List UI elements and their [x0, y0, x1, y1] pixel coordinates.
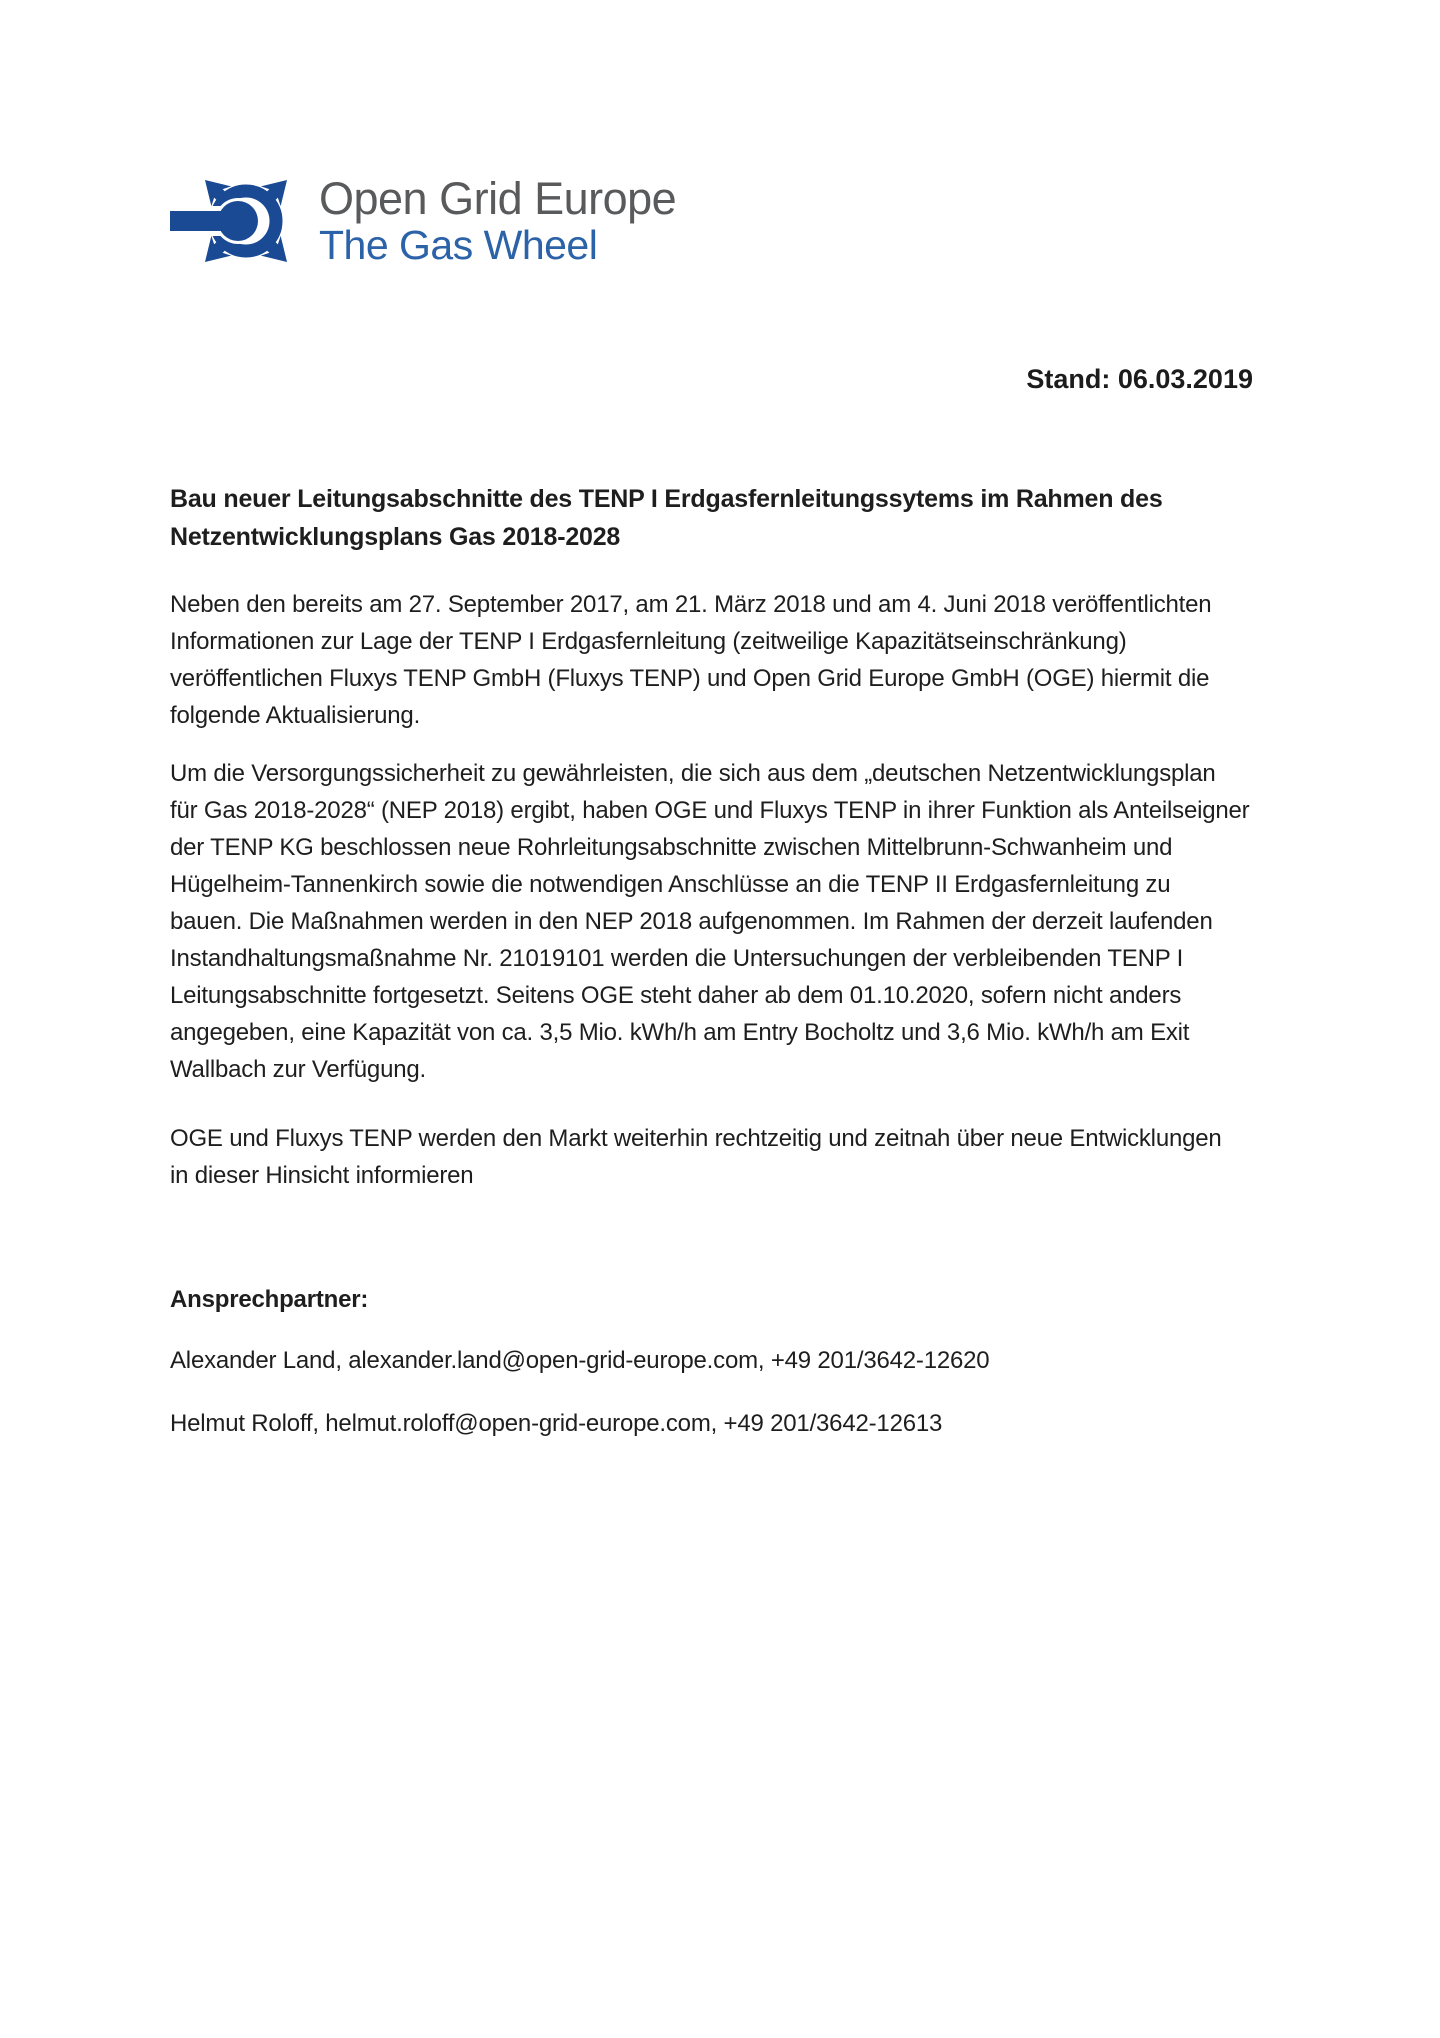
brand-tagline: The Gas Wheel [319, 222, 598, 269]
company-logo [170, 170, 676, 272]
document-title: Bau neuer Leitungsabschnitte des TENP I Erdgasfernleitungssytems im Rahmen des Netzentwicklungsplans Gas 2018-2028 [170, 485, 1163, 551]
logo-text [319, 172, 677, 269]
contact-entry: Helmut Roloff, helmut.roloff@open-grid-europe.com, +49 201/3642-12613 [170, 1410, 943, 1437]
stand-date: Stand: 06.03.2019 [1026, 364, 1253, 394]
contacts-heading: Ansprechpartner: [170, 1286, 369, 1313]
gas-wheel-icon [170, 170, 312, 272]
paragraph-main: Um die Versorgungssicherheit zu gewährleisten, die sich aus dem „deutschen Netzentwicklungsplan für Gas 2018-2028“ (NEP 2018) ergibt, haben OGE und Fluxys TENP in ihrer Funktion als Anteilseigner der TENP KG beschlossen neue Rohrleitungsabschnitte zwischen Mittelbrunn-Schwanheim und Hügelheim-Tannenkirch sowie die notwendigen Anschlüsse an die TENP II Erdgasfernleitung zu bauen. Die Maßnahmen werden in den NEP 2018 aufgenommen. Im Rahmen der derzeit laufenden Instandhaltungsmaßnahme Nr. 21019101 werden die Untersuchungen der verbleibenden TENP I Leitungsabschnitte fortgesetzt. Seitens OGE steht daher ab dem 01.10.2020, sofern nicht anders angegeben, eine Kapazität von ca. 3,5 Mio. kWh/h am Entry Bocholtz und 3,6 Mio. kWh/h am Exit Wallbach zur Verfügung. [170, 760, 1250, 1083]
brand-name: Open Grid Europe [319, 172, 677, 224]
paragraph-intro: Neben den bereits am 27. September 2017, am 21. März 2018 und am 4. Juni 2018 veröffentlichten Informationen zur Lage der TENP I Erdgasfernleitung (zeitweilige Kapazitätseinschränkung) veröffentlichen Fluxys TENP GmbH (Fluxys TENP) und Open Grid Europe GmbH (OGE) hiermit die folgende Aktualisierung. [170, 591, 1212, 729]
paragraph-outlook: OGE und Fluxys TENP werden den Markt weiterhin rechtzeitig und zeitnah über neue Entwicklungen in dieser Hinsicht informieren [170, 1125, 1222, 1189]
contact-entry: Alexander Land, alexander.land@open-grid-europe.com, +49 201/3642-12620 [170, 1347, 990, 1374]
